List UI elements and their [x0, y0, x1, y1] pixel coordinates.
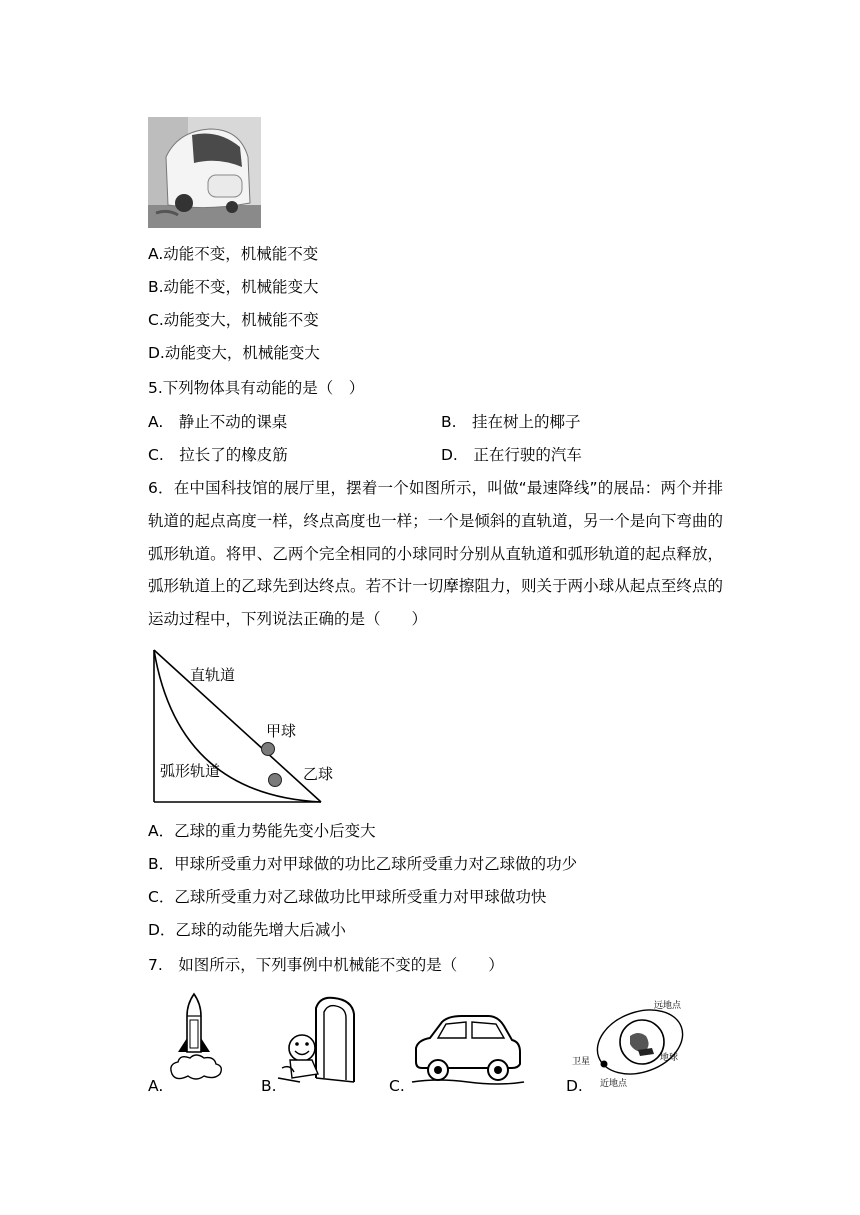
q7-label-d: D. [566, 1077, 583, 1095]
ball-jia-label: 甲球 [266, 722, 297, 740]
q7-label-c: C. [389, 1077, 405, 1095]
car-icon [408, 1012, 526, 1086]
q6-stem: 6．在中国科技馆的展厅里，摆着一个如图所示，叫做“最速降线”的展品：两个并排轨道的起点高度一样，终点高度也一样；一个是倾斜的直轨道，另一个是向下弯曲的弧形轨道。将甲、乙两个完全相同的小球同时分别从直轨道和弧形轨道的起点释放，弧形轨道上的乙球先到达终点。若不计一切摩擦阻力，则关于两小球从起点至终点的运动过程中，下列说法正确的是（ ） [148, 479, 723, 629]
q4-option-d: D.动能变大，机械能变大 [148, 344, 320, 362]
q4-option-c: C.动能变大，机械能不变 [148, 311, 319, 329]
q7-label-a: A. [148, 1077, 164, 1095]
q5-option-c: C. 拉长了的橡皮筋 [148, 446, 288, 464]
near-point-label: 近地点 [600, 1079, 628, 1089]
q6-option-b: B．甲球所受重力对甲球做的功比乙球所受重力对乙球做的功少 [148, 855, 578, 873]
brachistochrone-diagram [148, 645, 334, 807]
ball-yi-label: 乙球 [303, 765, 334, 783]
satellite-dot [601, 1061, 608, 1068]
q6-option-c: C．乙球所受重力对乙球做功比甲球所受重力对甲球做功快 [148, 888, 547, 906]
q4-option-a: A.动能不变，机械能不变 [148, 245, 319, 263]
cleaning-robot-photo [148, 117, 261, 228]
q5-option-b: B. 挂在树上的椰子 [441, 413, 581, 431]
rocket-icon [164, 990, 228, 1090]
q6-option-d: D．乙球的动能先增大后减小 [148, 921, 346, 939]
q5-option-a: A. 静止不动的课桌 [148, 413, 288, 431]
q5-option-d: D. 正在行驶的汽车 [441, 446, 582, 464]
arc-track-label: 弧形轨道 [160, 762, 221, 780]
q4-option-b: B.动能不变，机械能变大 [148, 278, 319, 296]
straight-track-label: 直轨道 [190, 666, 236, 684]
slide-child-icon [272, 994, 362, 1088]
q7-label-b: B. [261, 1077, 277, 1095]
satellite-label: 卫星 [572, 1057, 591, 1067]
q7-stem: 7. 如图所示，下列事例中机械能不变的是（ ） [148, 956, 504, 974]
q5-stem: 5.下列物体具有动能的是（ ） [148, 379, 365, 397]
earth-label: 地球 [660, 1053, 679, 1063]
q6-option-a: A．乙球的重力势能先变小后变大 [148, 822, 376, 840]
far-point-label: 远地点 [654, 1001, 682, 1011]
ball-jia [262, 743, 275, 756]
ball-yi [269, 774, 282, 787]
satellite-orbit-diagram [568, 996, 698, 1090]
